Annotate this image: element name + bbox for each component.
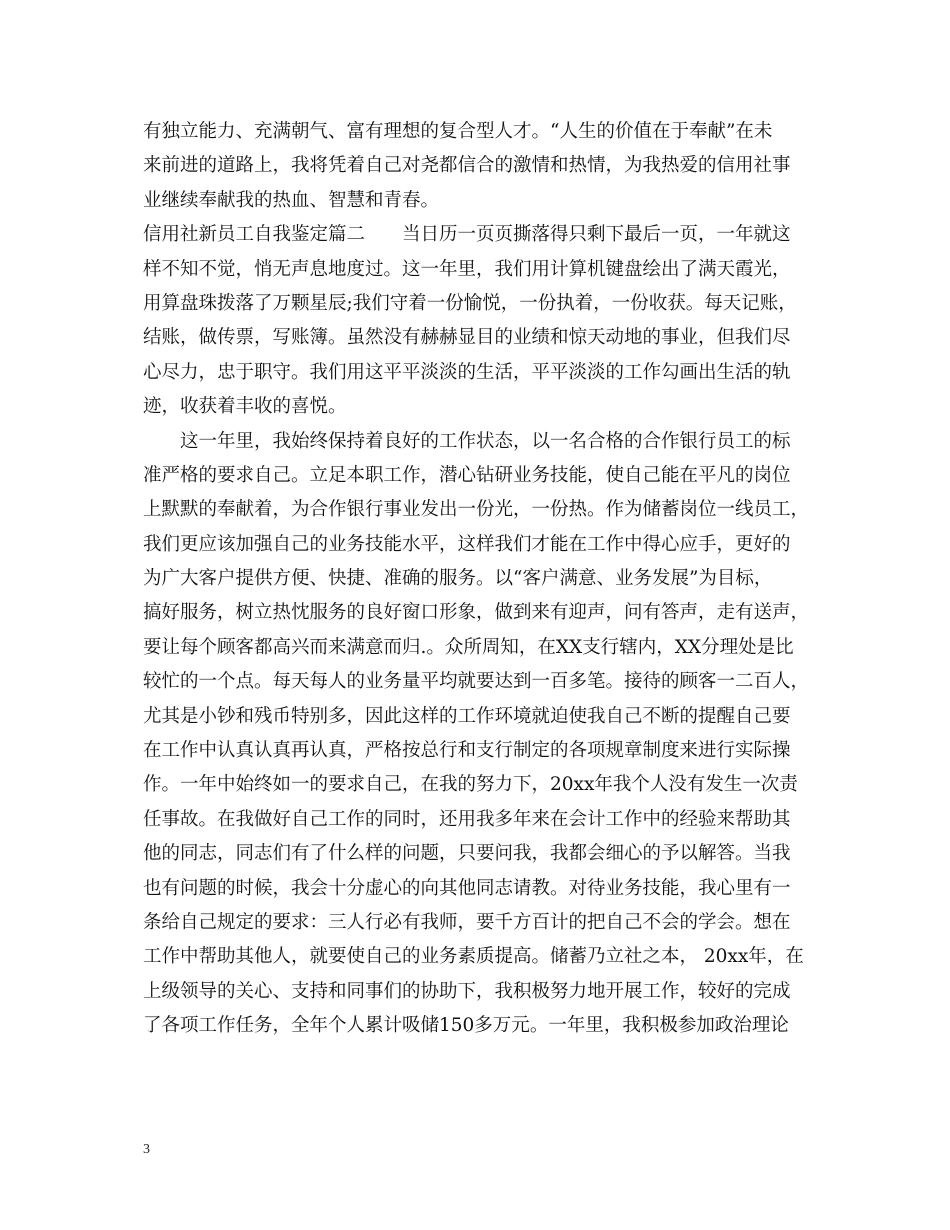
- text-line: 我们更应该加强自己的业务技能水平，这样我们才能在工作中得心应手，更好的: [143, 533, 791, 555]
- text-line: 信用社新员工自我鉴定篇二 当日历一页页撕落得只剩下最后一页，一年就这: [143, 224, 791, 246]
- text-line: 心尽力，忠于职守。我们用这平平淡淡的生活，平平淡淡的工作勾画出生活的轨: [143, 361, 791, 383]
- page-number: 3: [143, 1142, 150, 1157]
- text-line: 有独立能力、充满朝气、富有理想的复合型人才。“人生的价值在于奉献”在未: [143, 121, 773, 142]
- text-line: 上默默的奉献着，为合作银行事业发出一份光，一份热。作为储蓄岗位一线员工，: [143, 499, 810, 521]
- text-line: 用算盘珠拨落了万颗星辰;我们守着一份愉悦，一份执着，一份收获。每天记账，: [143, 292, 797, 314]
- text-line: 要让每个顾客都高兴而来满意而归.。众所周知，在XX支行辖内，XX分理处是比: [143, 636, 794, 658]
- text-line: 搞好服务，树立热忱服务的良好窗口形象，做到来有迎声，问有答声，走有送声，: [143, 602, 810, 624]
- text-line: 条给自己规定的要求：三人行必有我师，要千方百计的把自己不会的学会。想在: [143, 911, 791, 933]
- text-line: 这一年里，我始终保持着良好的工作状态，以一名合格的合作银行员工的标: [143, 430, 791, 452]
- text-line: 也有问题的时候，我会十分虚心的向其他同志请教。对待业务技能，我心里有一: [143, 877, 791, 899]
- text-line: 他的同志，同志们有了什么样的问题，只要问我，我都会细心的予以解答。当我: [143, 843, 791, 865]
- text-line: 迹，收获着丰收的喜悦。: [143, 396, 347, 418]
- text-line: 结账，做传票，写账簿。虽然没有赫赫显目的业绩和惊天动地的事业，但我们尽: [143, 327, 791, 349]
- text-line: 准严格的要求自己。立足本职工作，潜心钻研业务技能，使自己能在平凡的岗位: [143, 464, 791, 486]
- text-line: 了各项工作任务，全年个人累计吸储150多万元。一年里，我积极参加政治理论: [143, 1015, 789, 1037]
- body-text: [143, 115, 843, 1044]
- text-line: 样不知不觉，悄无声息地度过。这一年里，我们用计算机键盘绘出了满天霞光，: [143, 258, 791, 280]
- text-line: 作。一年中始终如一的要求自己，在我的努力下，20xx年我个人没有发生一次责: [143, 774, 798, 796]
- text-line: 上级领导的关心、支持和同事们的协助下，我积极努力地开展工作，较好的完成: [143, 980, 791, 1002]
- text-line: 较忙的一个点。每天每人的业务量平均就要达到一百多笔。接待的顾客一二百人，: [143, 671, 810, 693]
- text-line: 为广大客户提供方便、快捷、准确的服务。以“客户满意、业务发展”为目标，: [143, 568, 773, 590]
- text-line: 在工作中认真认真再认真，严格按总行和支行制定的各项规章制度来进行实际操: [143, 740, 791, 762]
- text-line: 来前进的道路上，我将凭着自己对尧都信合的激情和热情，为我热爱的信用社事: [143, 155, 791, 177]
- text-line: 尤其是小钞和残币特别多，因此这样的工作环境就迫使我自己不断的提醒自己要: [143, 705, 791, 727]
- text-line: 工作中帮助其他人，就要使自己的业务素质提高。储蓄乃立社之本， 20xx年，在: [143, 946, 804, 968]
- text-line: 任事故。在我做好自己工作的同时，还用我多年来在会计工作中的经验来帮助其: [143, 808, 791, 830]
- text-line: 业继续奉献我的热血、智慧和青春。: [143, 189, 440, 211]
